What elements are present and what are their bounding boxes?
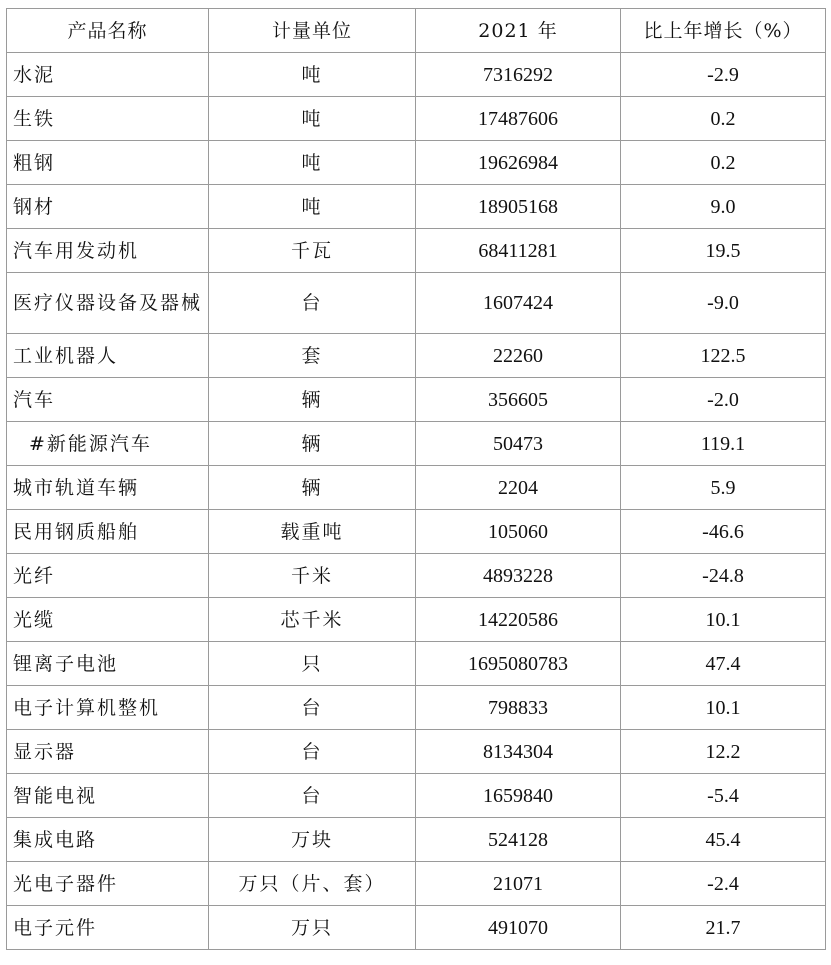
value-cell: 18905168 xyxy=(416,185,621,229)
table-row xyxy=(7,818,826,862)
value-cell: 14220586 xyxy=(416,598,621,642)
product-name-cell: 汽车 xyxy=(7,378,209,422)
product-name-cell: 工业机器人 xyxy=(7,334,209,378)
growth-cell: -24.8 xyxy=(621,554,826,598)
value-cell: 1659840 xyxy=(416,774,621,818)
product-name-cell: 智能电视 xyxy=(7,774,209,818)
unit-cell: 万块 xyxy=(209,818,416,862)
table-row xyxy=(7,53,826,97)
growth-cell: 10.1 xyxy=(621,598,826,642)
table-row xyxy=(7,730,826,774)
product-name-cell: 医疗仪器设备及器械 xyxy=(7,273,209,334)
unit-cell: 辆 xyxy=(209,378,416,422)
value-cell: 21071 xyxy=(416,862,621,906)
growth-cell: 0.2 xyxy=(621,141,826,185)
product-name-cell: 光电子器件 xyxy=(7,862,209,906)
table-row xyxy=(7,422,826,466)
growth-cell: 9.0 xyxy=(621,185,826,229)
unit-cell: 万只（片、套） xyxy=(209,862,416,906)
table-row xyxy=(7,334,826,378)
unit-cell: 吨 xyxy=(209,97,416,141)
table-row xyxy=(7,686,826,730)
product-name-cell: 集成电路 xyxy=(7,818,209,862)
table-row xyxy=(7,229,826,273)
header-year-value: 2021 年 xyxy=(416,9,621,53)
value-cell: 1695080783 xyxy=(416,642,621,686)
unit-cell: 台 xyxy=(209,273,416,334)
header-unit: 计量单位 xyxy=(209,9,416,53)
unit-cell: 千瓦 xyxy=(209,229,416,273)
product-name-cell: 光缆 xyxy=(7,598,209,642)
growth-cell: -2.0 xyxy=(621,378,826,422)
growth-cell: 122.5 xyxy=(621,334,826,378)
value-cell: 17487606 xyxy=(416,97,621,141)
growth-cell: 12.2 xyxy=(621,730,826,774)
header-product-name: 产品名称 xyxy=(7,9,209,53)
unit-cell: 千米 xyxy=(209,554,416,598)
product-name-cell: 城市轨道车辆 xyxy=(7,466,209,510)
growth-cell: 45.4 xyxy=(621,818,826,862)
unit-cell: 吨 xyxy=(209,185,416,229)
value-cell: 50473 xyxy=(416,422,621,466)
table-header xyxy=(7,9,826,53)
value-cell: 356605 xyxy=(416,378,621,422)
value-cell: 19626984 xyxy=(416,141,621,185)
value-cell: 105060 xyxy=(416,510,621,554)
growth-cell: -2.4 xyxy=(621,862,826,906)
table-row xyxy=(7,510,826,554)
value-cell: 68411281 xyxy=(416,229,621,273)
table-row xyxy=(7,554,826,598)
industrial-output-table xyxy=(6,8,826,950)
table-row xyxy=(7,185,826,229)
unit-cell: 台 xyxy=(209,686,416,730)
value-cell: 491070 xyxy=(416,906,621,950)
header-growth: 比上年增长（%） xyxy=(621,9,826,53)
value-cell: 22260 xyxy=(416,334,621,378)
value-cell: 4893228 xyxy=(416,554,621,598)
product-name-cell: 民用钢质船舶 xyxy=(7,510,209,554)
table-row xyxy=(7,141,826,185)
product-name-cell: 电子元件 xyxy=(7,906,209,950)
growth-cell: -46.6 xyxy=(621,510,826,554)
growth-cell: 19.5 xyxy=(621,229,826,273)
unit-cell: 吨 xyxy=(209,53,416,97)
table-row xyxy=(7,598,826,642)
product-name-cell: 生铁 xyxy=(7,97,209,141)
product-name-cell: 电子计算机整机 xyxy=(7,686,209,730)
table-row xyxy=(7,642,826,686)
product-name-cell: 粗钢 xyxy=(7,141,209,185)
table-row xyxy=(7,774,826,818)
unit-cell: 辆 xyxy=(209,422,416,466)
growth-cell: -5.4 xyxy=(621,774,826,818)
growth-cell: -2.9 xyxy=(621,53,826,97)
product-name-cell: #新能源汽车 xyxy=(7,422,209,466)
unit-cell: 载重吨 xyxy=(209,510,416,554)
table-row xyxy=(7,97,826,141)
unit-cell: 辆 xyxy=(209,466,416,510)
growth-cell: 0.2 xyxy=(621,97,826,141)
growth-cell: 5.9 xyxy=(621,466,826,510)
value-cell: 798833 xyxy=(416,686,621,730)
value-cell: 2204 xyxy=(416,466,621,510)
value-cell: 8134304 xyxy=(416,730,621,774)
value-cell: 1607424 xyxy=(416,273,621,334)
value-cell: 7316292 xyxy=(416,53,621,97)
table-row xyxy=(7,273,826,334)
header-row xyxy=(7,9,826,53)
growth-cell: 119.1 xyxy=(621,422,826,466)
table-row xyxy=(7,378,826,422)
unit-cell: 套 xyxy=(209,334,416,378)
unit-cell: 台 xyxy=(209,730,416,774)
table-row xyxy=(7,466,826,510)
product-name-cell: 显示器 xyxy=(7,730,209,774)
product-name-cell: 钢材 xyxy=(7,185,209,229)
value-cell: 524128 xyxy=(416,818,621,862)
product-name-cell: 光纤 xyxy=(7,554,209,598)
table-body xyxy=(7,53,826,950)
unit-cell: 万只 xyxy=(209,906,416,950)
table-row xyxy=(7,862,826,906)
growth-cell: -9.0 xyxy=(621,273,826,334)
table-row xyxy=(7,906,826,950)
unit-cell: 芯千米 xyxy=(209,598,416,642)
product-name-cell: 锂离子电池 xyxy=(7,642,209,686)
product-name-cell: 汽车用发动机 xyxy=(7,229,209,273)
growth-cell: 10.1 xyxy=(621,686,826,730)
growth-cell: 47.4 xyxy=(621,642,826,686)
product-name-cell: 水泥 xyxy=(7,53,209,97)
unit-cell: 吨 xyxy=(209,141,416,185)
unit-cell: 只 xyxy=(209,642,416,686)
unit-cell: 台 xyxy=(209,774,416,818)
growth-cell: 21.7 xyxy=(621,906,826,950)
